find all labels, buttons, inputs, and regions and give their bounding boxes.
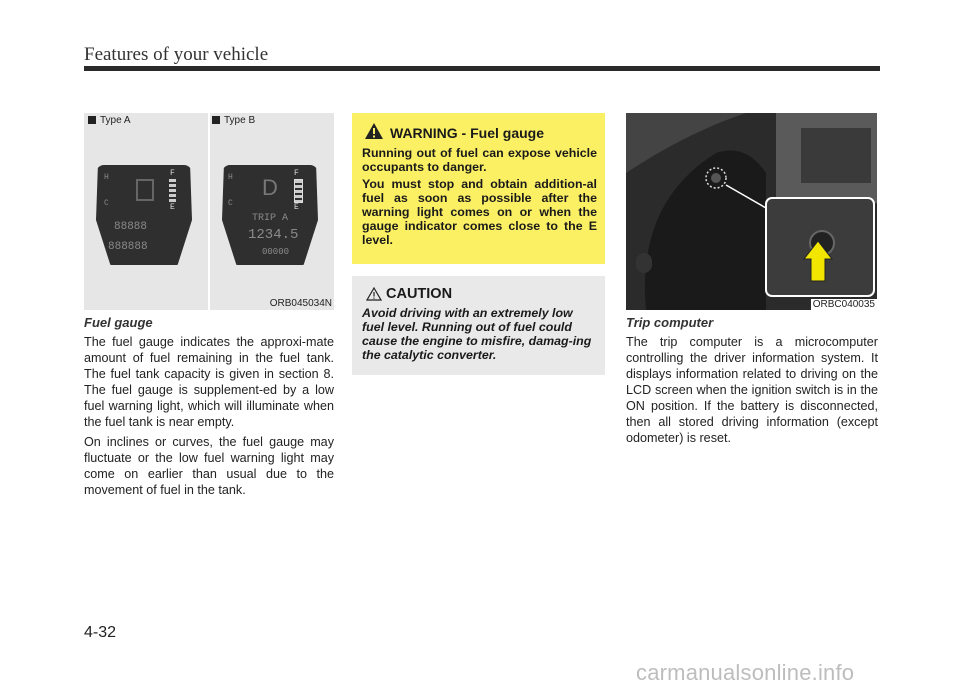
caution-icon	[366, 287, 382, 301]
caution-title: CAUTION	[386, 286, 453, 302]
figure-code: ORB045034N	[269, 298, 332, 309]
page-header-title: Features of your vehicle	[84, 44, 269, 65]
warning-paragraph: You must stop and obtain addition-al fuel as soon as possible after the warning light comes on or when the gauge indicator comes close to the E level.	[362, 177, 597, 247]
fuel-pump-icon	[136, 179, 154, 201]
fuel-gauge-text: The fuel gauge indicates the approxi-mate amount of fuel remaining in the fuel tank. The fuel tank capacity is given in section 8. The fuel gauge is supplement-ed by a low fuel warning light, which will illuminate when the fuel tank is near empty. On inclines or curves, the fuel gauge may fluctuate or the low fuel warning light may come on earlier than usual due to the movement of fuel in the tank.	[84, 335, 334, 497]
type-a-label: Type A	[88, 115, 131, 126]
fuel-gauge-heading: Fuel gauge	[84, 315, 153, 330]
header-rule	[84, 66, 880, 71]
warning-icon	[365, 123, 383, 139]
trip-computer-heading: Trip computer	[626, 315, 714, 330]
warning-title: WARNING - Fuel gauge	[390, 125, 545, 141]
fuel-gauge-figure	[84, 113, 334, 310]
figure-divider	[208, 113, 210, 310]
steering-wheel-photo	[626, 113, 877, 310]
page-number: 4-32	[84, 624, 117, 641]
type-b-label: Type B	[212, 115, 255, 126]
warning-paragraph: Running out of fuel can expose vehicle occupants to danger.	[362, 146, 597, 174]
warning-box	[352, 113, 605, 264]
trip-computer-figure	[626, 113, 877, 310]
watermark: carmanualsonline.info	[636, 660, 855, 685]
caution-box	[352, 276, 605, 375]
figure-code: ORBC040035	[812, 299, 875, 310]
caution-text: Avoid driving with an extremely low fuel level. Running out of fuel could cause the engine to misfire, damag-ing the catalytic converter.	[362, 306, 592, 362]
cluster-type-a: H C F E 88888 888888	[96, 165, 192, 265]
cluster-type-b: H C D F E TRIP A 1234.5 00000	[222, 165, 318, 265]
trip-computer-text: The trip computer is a microcomputer controlling the driver information system. It displays information related to driving on the LCD screen when the ignition switch is in the ON position. If the battery is disconnected, then all stored driving information (except odometer) is reset.	[626, 335, 878, 445]
